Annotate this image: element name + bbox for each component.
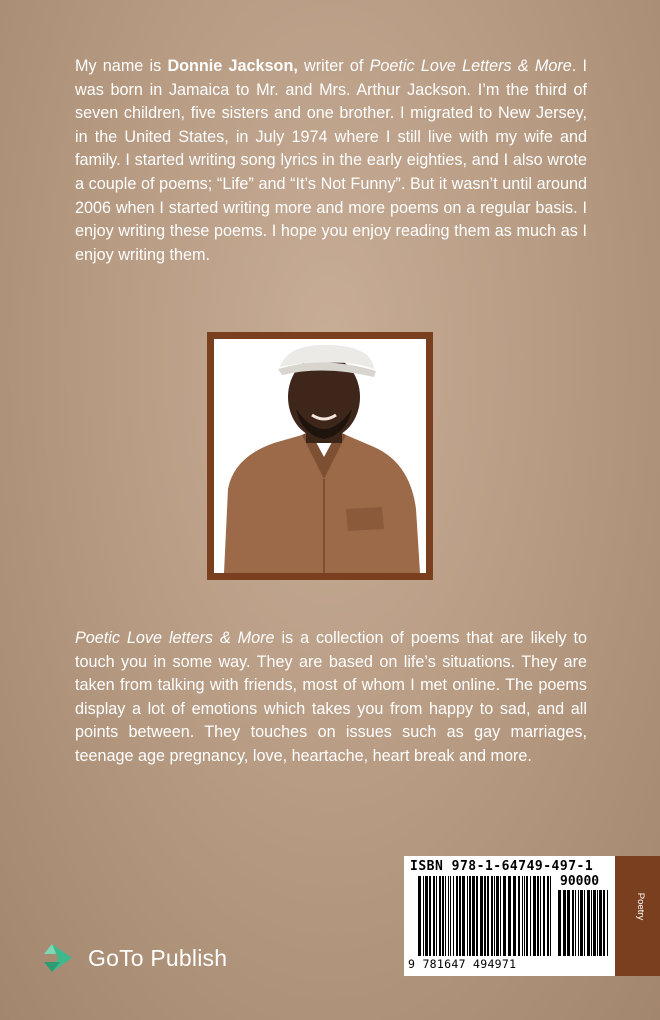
- barcode-bar: [543, 876, 545, 956]
- ean-digits: 9 781647 494971: [408, 957, 517, 971]
- isbn-barcode: [404, 856, 616, 976]
- barcode-bar: [445, 876, 446, 956]
- barcode-bar: [476, 876, 478, 956]
- barcode-bar: [607, 890, 608, 956]
- barcode-bar: [459, 876, 461, 956]
- barcode-bar: [526, 876, 528, 956]
- barcode-bar: [513, 876, 516, 956]
- barcode-bar: [472, 876, 475, 956]
- barcode-bar: [442, 876, 444, 956]
- barcode-bar: [450, 876, 451, 956]
- blurb-text: is a collection of poems that are likely to touch you in some way. They are based on life’s situations. They are taken from talking with friends, most of whom I met online. The poems display a lot of emotions which takes you from happy to sad, and all points between. They touches on issues such as gay marriages, teenage age pregnancy, love, heartache, heart break and more.: [75, 629, 587, 765]
- barcode-bar: [425, 876, 428, 956]
- barcode-bar: [580, 890, 583, 956]
- barcode-bar: [603, 890, 605, 956]
- barcode-bar: [558, 890, 561, 956]
- publisher-logo: [42, 940, 227, 976]
- barcode-bar: [453, 876, 454, 956]
- barcode-bar: [567, 890, 570, 956]
- barcode-bar: [575, 890, 576, 956]
- barcode-bar: [423, 876, 424, 956]
- barcode-bar: [593, 890, 596, 956]
- publisher-name: GoTo Publish: [88, 944, 228, 971]
- barcode-bar: [540, 876, 541, 956]
- barcode-bar: [518, 876, 520, 956]
- barcode-bar: [587, 890, 590, 956]
- barcode-bar: [547, 876, 549, 956]
- bio-intro: My name is: [75, 57, 168, 75]
- blurb-title: Poetic Love letters & More: [75, 629, 275, 647]
- barcode-bar: [491, 876, 493, 956]
- bio-writer-of: writer of: [297, 57, 370, 75]
- addon-barcode-bars: [558, 890, 612, 956]
- barcode-bar: [591, 890, 592, 956]
- barcode-bar: [496, 876, 499, 956]
- barcode-bar: [584, 890, 585, 956]
- barcode-bar: [503, 876, 506, 956]
- author-photo: [214, 339, 426, 573]
- barcode-bar: [494, 876, 495, 956]
- ean-barcode-bars: [418, 876, 554, 956]
- barcode-bar: [436, 876, 437, 956]
- barcode-bar: [533, 876, 536, 956]
- barcode-bar: [572, 890, 574, 956]
- barcode-bar: [597, 890, 598, 956]
- book-title: Poetic Love Letters & More: [369, 57, 572, 75]
- barcode-bar: [484, 876, 486, 956]
- barcode-bar: [448, 876, 449, 956]
- barcode-bar: [508, 876, 511, 956]
- barcode-bar: [522, 876, 523, 956]
- barcode-bar: [537, 876, 539, 956]
- author-photo-frame: [207, 332, 433, 580]
- barcode-bar: [487, 876, 489, 956]
- isbn-label: ISBN 978-1-64749-497-1: [410, 859, 594, 874]
- barcode-bar: [456, 876, 458, 956]
- barcode-bar: [578, 890, 579, 956]
- author-portrait-image: [214, 339, 426, 573]
- bio-body: . I was born in Jamaica to Mr. and Mrs. Arthur Jackson. I’m the third of seven children, five sisters and one brother. I migrated to New Jersey, in the United States, in July 1974 where I still live with my wife and family. I started writing song lyrics in the early eighties, and I also wrote a couple of poems; “Life” and “It’s Not Funny”. But it wasn’t until around 2006 when I started writing more and more poems on a regular basis. I enjoy writing these poems. I hope you enjoy reading them as much as I enjoy writing them.: [75, 57, 588, 264]
- barcode-bar: [429, 876, 431, 956]
- barcode-bar: [467, 876, 468, 956]
- barcode-bar: [462, 876, 465, 956]
- barcode-bar: [480, 876, 483, 956]
- barcode-bar: [524, 876, 525, 956]
- barcode-bar: [500, 876, 501, 956]
- barcode-bar: [550, 876, 551, 956]
- barcode-bar: [530, 876, 531, 956]
- author-name: Donnie Jackson,: [167, 57, 298, 75]
- barcode-addon-digits: 90000: [560, 874, 600, 889]
- barcode-bar: [439, 876, 441, 956]
- goto-publish-logo-icon: [42, 940, 80, 976]
- barcode-bar: [433, 876, 435, 956]
- barcode-bar: [599, 890, 602, 956]
- spine-strip: [615, 856, 660, 976]
- barcode-bar: [418, 876, 421, 956]
- genre-label: Poetry: [635, 892, 647, 921]
- book-description: [75, 627, 587, 769]
- barcode-bar: [563, 890, 566, 956]
- barcode-bar: [469, 876, 471, 956]
- author-bio: [75, 55, 587, 267]
